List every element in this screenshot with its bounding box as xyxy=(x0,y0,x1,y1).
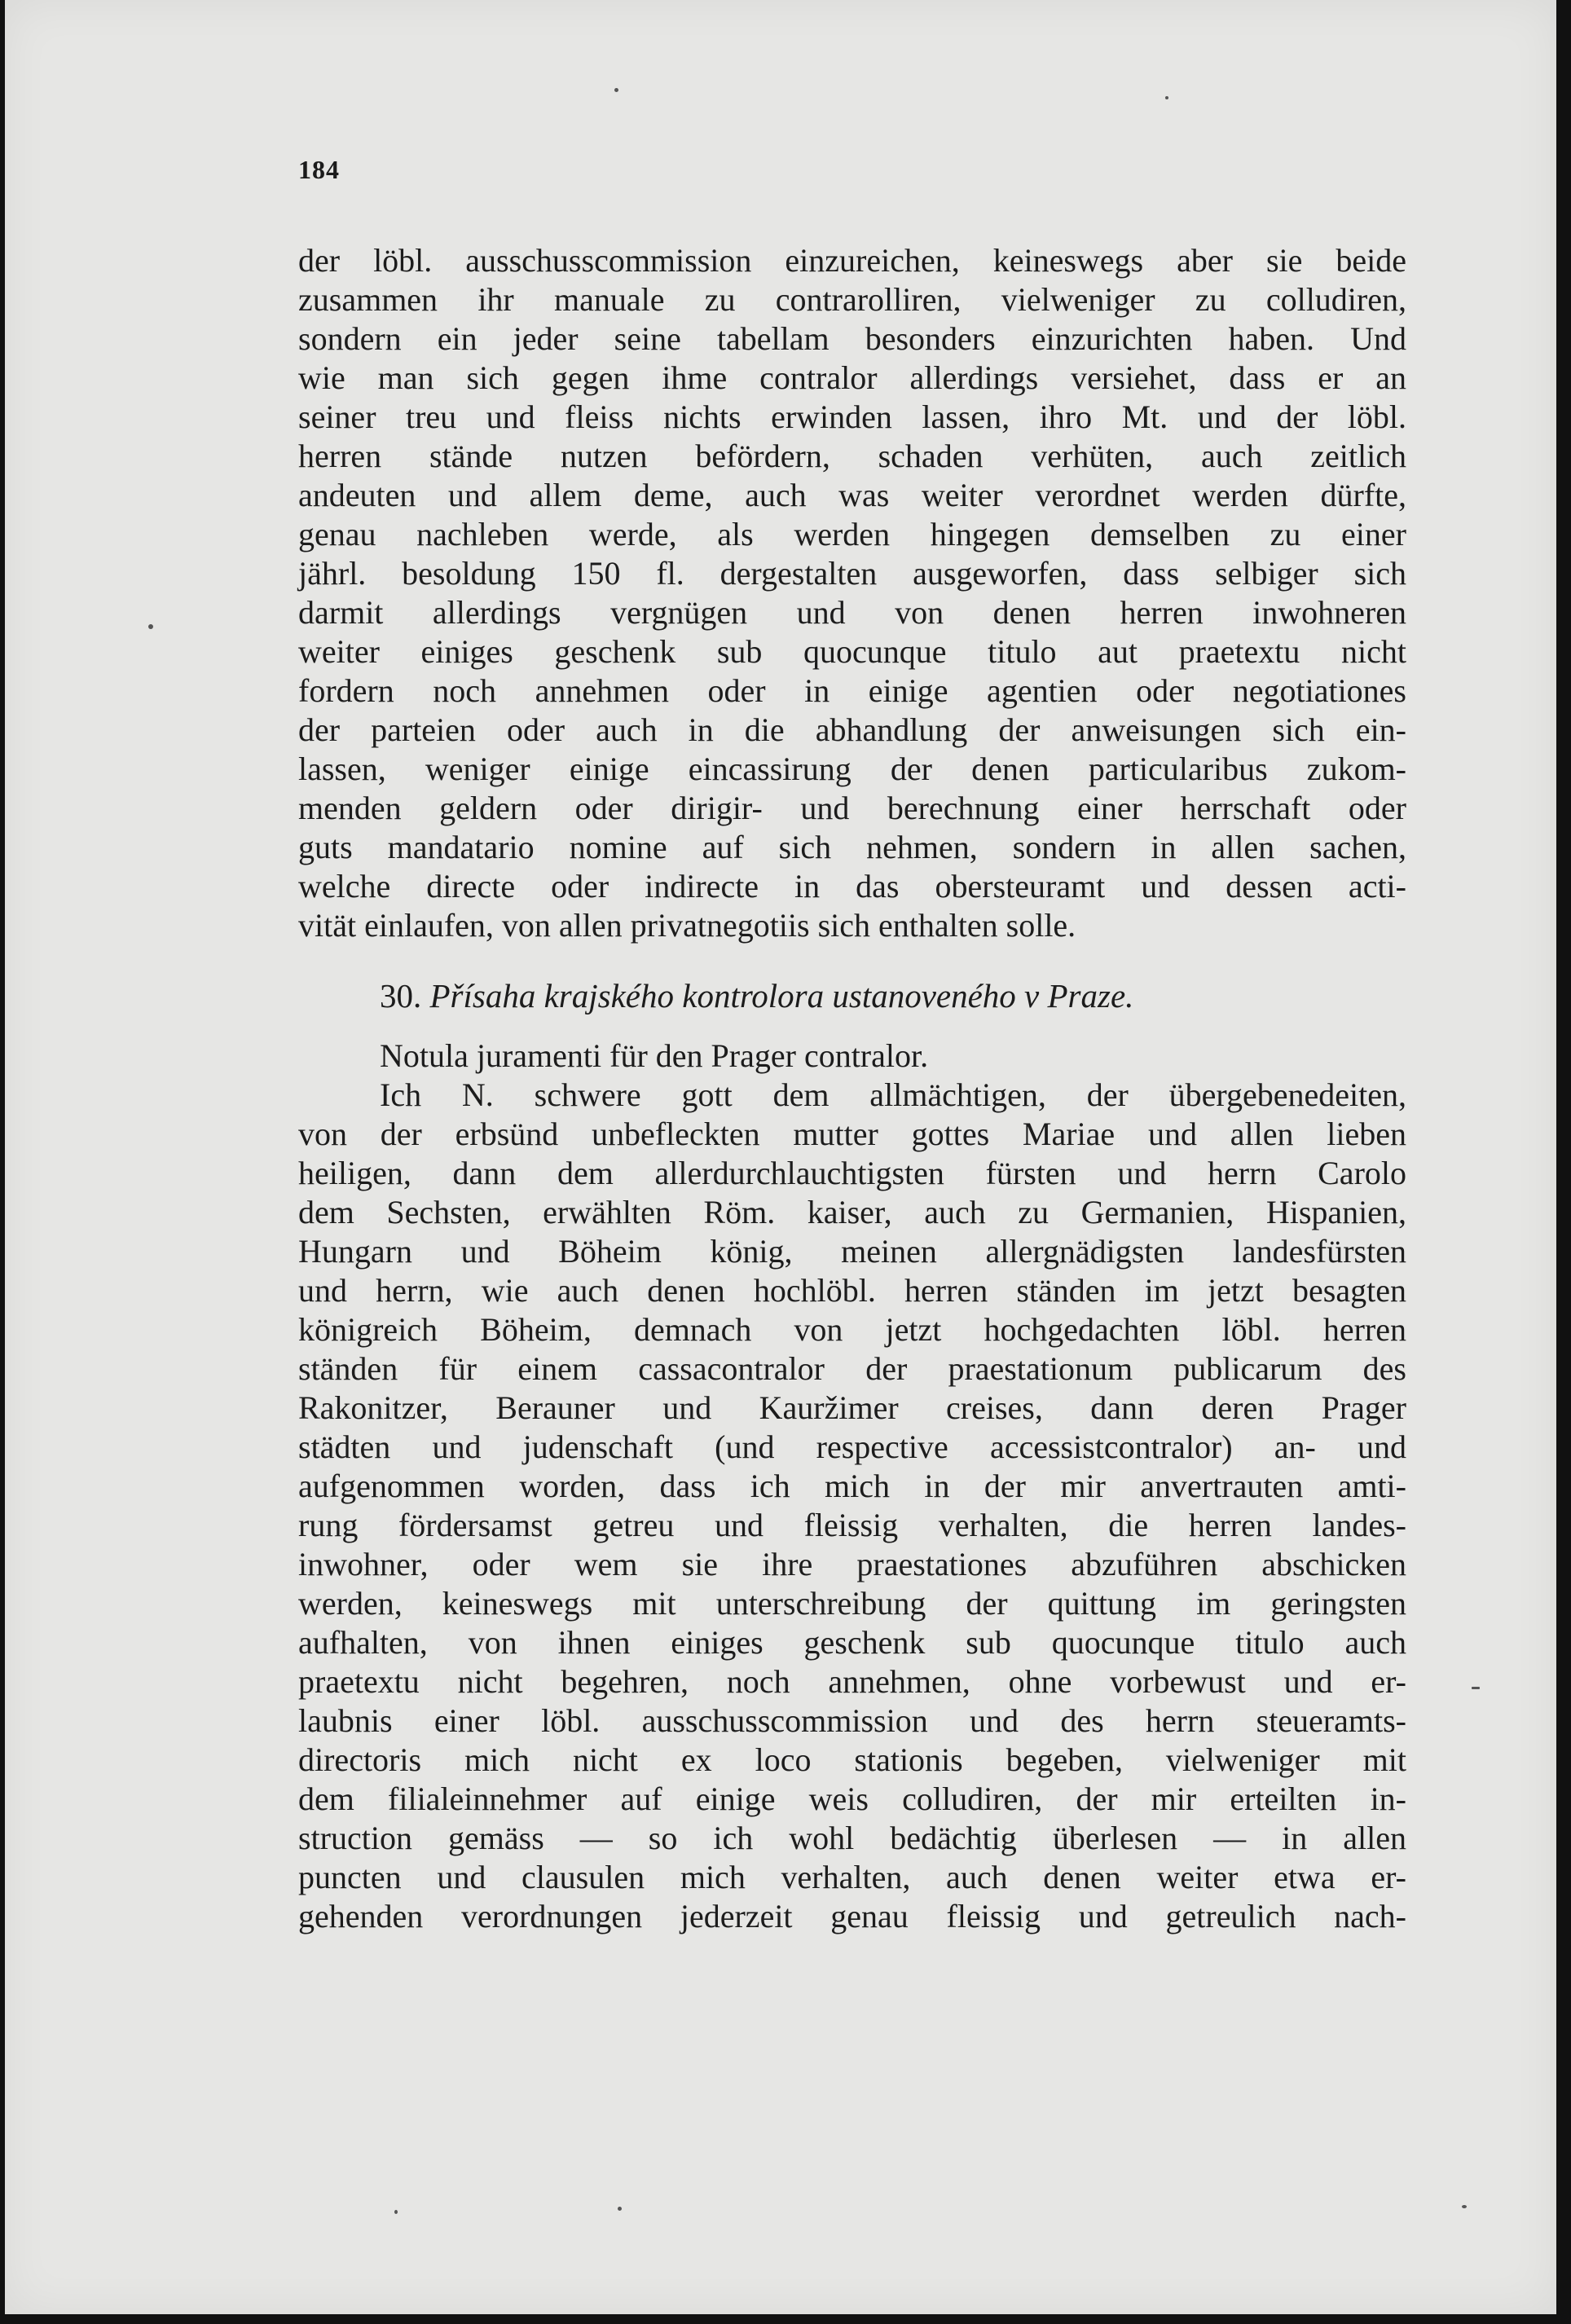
text-line: darmit allerdings vergnügen und von denen herren inwohneren xyxy=(298,594,1406,631)
text-line: ständen für einem cassacontralor der praestationum publicarum des xyxy=(298,1350,1406,1387)
text-line: inwohner, oder wem sie ihre praestationes abzuführen abschicken xyxy=(298,1546,1406,1582)
text-line: Ich N. schwere gott dem allmächtigen, der übergebenedeiten, xyxy=(380,1076,1406,1113)
text-line: vität einlaufen, von allen privatnegotiis sich enthalten solle. xyxy=(298,907,1076,944)
text-line: directoris mich nicht ex loco stationis begeben, vielweniger mit xyxy=(298,1741,1406,1778)
page-number: 184 xyxy=(298,155,340,184)
text-line: wie man sich gegen ihme contralor allerdings versiehet, dass er an xyxy=(298,359,1406,396)
text-line: der löbl. ausschusscommission einzureichen, keineswegs aber sie beide xyxy=(298,242,1406,279)
scan-speck xyxy=(1462,2205,1467,2208)
section-number: 30. xyxy=(380,977,422,1015)
text-line: praetextu nicht begehren, noch annehmen, ohne vorbewust und er- xyxy=(298,1663,1406,1700)
text-line: andeuten und allem deme, auch was weiter verordnet werden dürfte, xyxy=(298,477,1406,513)
scan-speck xyxy=(394,2210,398,2214)
text-line: königreich Böheim, demnach von jetzt hochgedachten löbl. herren xyxy=(298,1311,1406,1348)
text-line: genau nachleben werde, als werden hingegen demselben zu einer xyxy=(298,516,1406,552)
scan-speck xyxy=(1165,96,1168,99)
text-line: werden, keineswegs mit unterschreibung der quittung im geringsten xyxy=(298,1585,1406,1622)
text-line xyxy=(298,1936,1406,1975)
text-line: städten und judenschaft (und respective accessistcontralor) an- und xyxy=(298,1428,1406,1465)
section-heading xyxy=(380,976,1133,1015)
text-line: der parteien oder auch in die abhandlung der anweisungen sich ein- xyxy=(298,711,1406,748)
text-line: Rakonitzer, Berauner und Kauržimer creises, dann deren Prager xyxy=(298,1389,1406,1426)
scan-speck xyxy=(148,624,153,629)
scan-speck xyxy=(614,88,618,92)
paragraph-continuation xyxy=(298,241,1406,945)
text-line: rung fördersamst getreu und fleissig verhalten, die herren landes- xyxy=(298,1507,1406,1543)
text-line: menden geldern oder dirigir- und berechnung einer herrschaft oder xyxy=(298,790,1406,826)
text-line: lassen, weniger einige eincassirung der denen particularibus zukom- xyxy=(298,750,1406,787)
text-line: guts mandatario nomine auf sich nehmen, sondern in allen sachen, xyxy=(298,829,1406,865)
text-line: von der erbsünd unbefleckten mutter gottes Mariae und allen lieben xyxy=(298,1116,1406,1152)
text-line: und herrn, wie auch denen hochlöbl. herren ständen im jetzt besagten xyxy=(298,1272,1406,1309)
text-line: aufgenommen worden, dass ich mich in der mir anvertrauten amti- xyxy=(298,1468,1406,1504)
oath-text xyxy=(298,1037,1406,1975)
scan-speck xyxy=(618,2207,622,2211)
text-line: dem Sechsten, erwählten Röm. kaiser, auch zu Germanien, Hispanien, xyxy=(298,1194,1406,1230)
scan-speck xyxy=(1472,1687,1480,1689)
text-line: seiner treu und fleiss nichts erwinden lassen, ihro Mt. und der löbl. xyxy=(298,398,1406,435)
text-line: aufhalten, von ihnen einiges geschenk sub quocunque titulo auch xyxy=(298,1624,1406,1661)
text-line: gehenden verordnungen jederzeit genau fleissig und getreulich nach- xyxy=(298,1898,1406,1934)
oath-subtitle: Notula juramenti für den Prager contralor. xyxy=(380,1037,929,1074)
text-line: dem filialeinnehmer auf einige weis colludiren, der mir erteilten in- xyxy=(298,1780,1406,1817)
text-line: zusammen ihr manuale zu contrarolliren, vielweniger zu colludiren, xyxy=(298,281,1406,318)
text-line: welche directe oder indirecte in das obersteuramt und dessen acti- xyxy=(298,868,1406,905)
text-line: fordern noch annehmen oder in einige agentien oder negotiationes xyxy=(298,672,1406,709)
text-line: puncten und clausulen mich verhalten, auch denen weiter etwa er- xyxy=(298,1859,1406,1895)
document-page xyxy=(5,0,1556,2314)
text-line: laubnis einer löbl. ausschusscommission und des herrn steueramts- xyxy=(298,1702,1406,1739)
text-line: struction gemäss — so ich wohl bedächtig überlesen — in allen xyxy=(298,1820,1406,1856)
text-line: herren stände nutzen befördern, schaden verhüten, auch zeitlich xyxy=(298,438,1406,474)
text-line: jährl. besoldung 150 fl. dergestalten ausgeworfen, dass selbiger sich xyxy=(298,555,1406,592)
text-line: Hungarn und Böheim könig, meinen allergnädigsten landesfürsten xyxy=(298,1233,1406,1270)
text-line: weiter einiges geschenk sub quocunque titulo aut praetextu nicht xyxy=(298,633,1406,670)
section-title: Přísaha krajského kontrolora ustanoveného v Praze. xyxy=(429,977,1134,1015)
text-line: heiligen, dann dem allerdurchlauchtigsten fürsten und herrn Carolo xyxy=(298,1155,1406,1191)
text-line: sondern ein jeder seine tabellam besonders einzurichten haben. Und xyxy=(298,320,1406,357)
